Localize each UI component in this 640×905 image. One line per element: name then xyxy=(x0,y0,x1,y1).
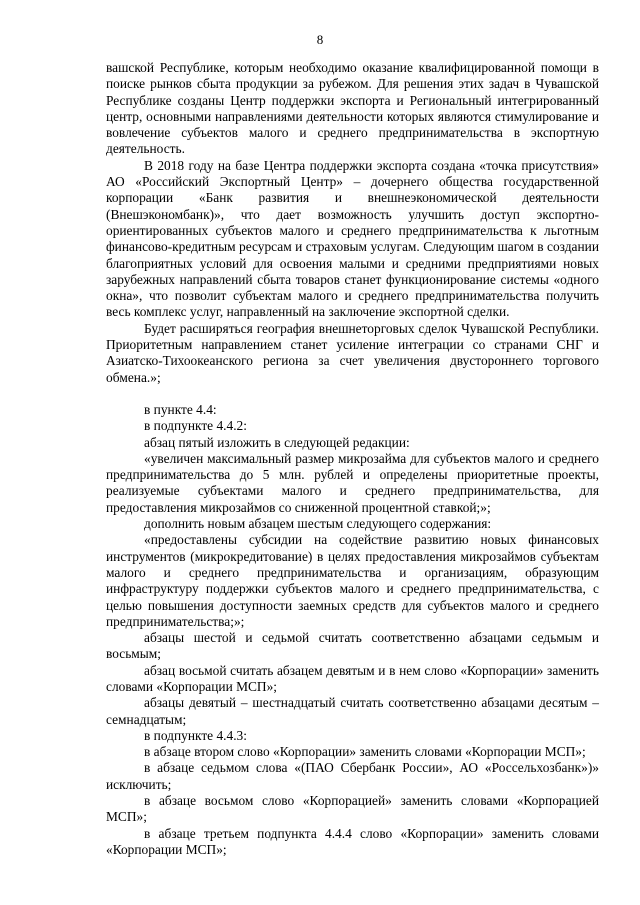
amendment-instruction: в абзаце третьем подпункта 4.4.4 слово «Корпорации» заменить словами «Корпорации МСП»; xyxy=(106,825,599,857)
amendment-instruction: в абзаце восьмом слово «Корпорацией» заменить словами «Корпорацией МСП»; xyxy=(106,793,599,825)
amendment-item-4-4: в пункте 4.4: xyxy=(144,401,217,417)
document-body xyxy=(106,60,599,858)
amendment-instruction: абзац восьмой считать абзацем девятым и в нем слово «Корпорации» заменить словами «Корпорации МСП»; xyxy=(106,662,599,694)
amendment-subitem-4-4-3: в подпункте 4.4.3: xyxy=(144,727,247,743)
amendment-instruction: абзацы шестой и седьмой считать соответственно абзацами седьмым и восьмым; xyxy=(106,630,599,662)
amendment-subitem-4-4-2: в подпункте 4.4.2: xyxy=(144,418,247,434)
amendment-instruction: в абзаце втором слово «Корпорации» заменить словами «Корпорации МСП»; xyxy=(144,744,586,760)
paragraph-export-center: В 2018 году на базе Центра поддержки экспорта создана «точка присутствия» АО «Российский Экспортный Центр» – дочернего общества государственной корпорации «Банк развития и внешнеэкономической деятельности (Внешэкономбанк)», что дает возможность улучшить доступ экспортно-ориентированных субъектов малого и среднего предпринимательства к льготным финансово-кредитным ресурсам и страховым услугам. Следующим шагом в создании благоприятных условий для освоения малыми и средними предприятиями новых зарубежных направлений сбыта товаров станет функционирование системы «одного окна», что позволит субъектам малого и среднего предпринимательства получить весь комплекс услуг, направленный на заключение экспортной сделки. xyxy=(106,157,599,320)
amendment-quote: «увеличен максимальный размер микрозайма для субъектов малого и среднего предпринимательства до 5 млн. рублей и определены приоритетные проекты, реализуемые субъектами малого и среднего предпринимательства, для предоставления микрозаймов со сниженной процентной ставкой;»; xyxy=(106,450,599,515)
paragraph-geography: Будет расширяться география внешнеторговых сделок Чувашской Республики. Приоритетным направлением станет усиление интеграции со странами СНГ и Азиатско-Тихоокеанского региона за счет увеличения двустороннего торгового обмена.»; xyxy=(106,320,599,385)
amendment-instruction: абзац пятый изложить в следующей редакции: xyxy=(144,434,410,450)
amendment-instruction: дополнить новым абзацем шестым следующего содержания: xyxy=(144,516,492,532)
amendment-instruction: в абзаце седьмом слова «(ПАО Сбербанк России», АО «Россельхозбанк»)» исключить; xyxy=(106,760,599,792)
paragraph-continuation: вашской Республике, которым необходимо оказание квалифицированной помощи в поиске рынков сбыта продукции за рубежом. Для решения этих задач в Чувашской Республике созданы Центр поддержки экспорта и Региональный интегрированный центр, основными направлениями деятельности которых являются стимулирование и вовлечение субъектов малого и среднего предпринимательства в экспортную деятельность. xyxy=(106,60,599,157)
amendment-quote: «предоставлены субсидии на содействие развитию новых финансовых инструментов (микрокредитование) в целях предоставления микрозаймов субъектам малого и среднего предпринимательства и организациям, образующим инфраструктуру поддержки субъектов малого и среднего предпринимательства, с целью повышения доступности заемных средств для субъектов малого и среднего предпринимательства;»; xyxy=(106,532,599,629)
page-number: 8 xyxy=(316,32,324,47)
amendment-instruction: абзацы девятый – шестнадцатый считать соответственно абзацами десятым – семнадцатым; xyxy=(106,695,599,727)
